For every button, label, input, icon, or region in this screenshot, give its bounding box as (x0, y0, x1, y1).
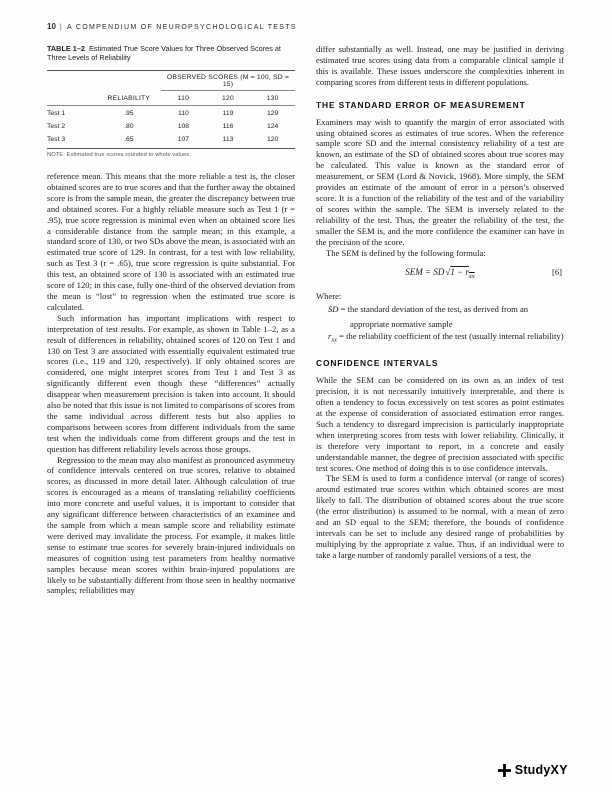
score-cell: 119 (222, 110, 234, 118)
paragraph: While the SEM can be considered on its own as an index of test precision, it is not necessarily intuitively interpretable, and there is often a tendency to focus excessively on test scores as point estimates at the expense of consideration of associated estimation error ranges. Such a tendency to disregard imprecision is particularly inappropriate when interpreting scores from tests with lower reliability. Clinically, it is therefore very important to report, in a concrete and easily understandable manner, the degree of precision associated with specific test scores. One method of doing this is to use confidence intervals. (316, 375, 564, 473)
paragraph: The SEM is used to form a confidence interval (or range of scores) around estimated true scores within which obtained scores are most likely to fall. The distribution of obtained scores about the true score (the error distribution) is assumed to be normal, with a mean of zero and an SD equal to the SEM; therefore, the bounds of confidence intervals can be set to include any desired range of probabilities by multiplying by the appropriate z value. Thus, if an individual were to take a large number of randomly parallel versions of a test, the (316, 473, 564, 560)
score-cell: 107 (177, 135, 190, 143)
two-column-layout (47, 44, 565, 596)
running-head-title: A COMPENDIUM OF NEUROPSYCHOLOGICAL TESTS (67, 24, 297, 31)
test-name-cell: Test 3 (47, 135, 66, 143)
section-heading-confidence-intervals: CONFIDENCE INTERVALS (316, 358, 439, 369)
running-head-separator: | (59, 24, 64, 31)
definition-symbol: r (328, 331, 332, 342)
studyxy-logo (498, 763, 568, 777)
reliability-header: RELIABILITY (97, 91, 161, 106)
reliability-cell: .80 (124, 122, 134, 130)
spanner-spacer-cell (47, 70, 161, 91)
formula-subscript: xx (468, 273, 475, 281)
formula-radicand: $1 - r_{xx}$ (450, 267, 475, 281)
formula-expression (405, 267, 475, 281)
running-head (47, 22, 565, 31)
formula-definition (316, 304, 564, 330)
test-name-cell: Test 2 (47, 122, 66, 130)
paragraph: Regression to the mean may also manifest as pronounced asymmetry of confidence intervals centered on true scores, relative to obtained scores, as discussed in more detail later. Although calculation of true scores is encouraged as a means of translating reliability coefficients into more concrete and useful values, it is important to consider that any significant difference between characteristics of an examinee and the sample from which a mean sample score and reliability estimate were derived may invalidate the process. For example, it makes little sense to estimate true scores for severely brain-injured individuals on measures of cognition using test parameters from healthy normative samples because mean scores within brain-injured populations are likely to be substantially different from those seen in healthy normative samples; reliabilities may (47, 454, 295, 596)
definition-text: = the reliability coefficient of the test (usually internal reliability) (339, 331, 564, 342)
observed-scores-spanner-row (47, 70, 295, 91)
table-caption (47, 44, 295, 63)
score-cell: 129 (266, 110, 279, 118)
score-column-header-130: 130 (250, 91, 295, 106)
formula-intro: The SEM is defined by the following formula: (326, 247, 486, 258)
score-cell: 116 (222, 122, 234, 130)
brand-suffix: XY (550, 763, 568, 777)
reliability-cell: .95 (124, 110, 134, 118)
page-number: 10 (47, 22, 56, 31)
left-column (47, 44, 295, 596)
score-cell: 124 (266, 122, 279, 130)
column-header-row (47, 91, 295, 106)
paragraph: differ substantially as well. Instead, one may be justified in deriving estimated true scores using data from a comparable clinical sample if this is available. These issues underscore the complexities inherent in comparing scores from different tests in different populations. (316, 44, 564, 87)
table-row (47, 105, 295, 120)
section-heading-standard-error: THE STANDARD ERROR OF MEASUREMENT (316, 99, 526, 110)
table-1-2 (47, 44, 295, 158)
score-column-header-110: 110 (161, 91, 206, 106)
score-cell: 110 (177, 110, 189, 118)
score-cell: 108 (177, 122, 190, 130)
table-row (47, 133, 295, 148)
plus-icon (498, 764, 511, 777)
test-name-header-cell (47, 91, 97, 106)
right-column (316, 44, 564, 596)
formula-definition (316, 331, 564, 346)
paragraph: reference mean. This means that the more reliable a test is, the closer obtained scores are to true scores and that the further away the obtained score is from the sample mean, the greater the discrepancy between true and obtained scores. For a highly reliable measure such as Test 1 (r = .95), true score regression is minimal even when an obtained score lies a considerable distance from the sample mean; in this example, a standard score of 130, or two SDs above the mean, is associated with an estimated true score of 129. In contrast, for a test with low reliability, such as Test 3 (r = .65), true score regression is quite substantial. For this test, an obtained score of 130 is associated with an estimated true score of 120; in this case, fully one-third of the observed deviation from the mean is “lost” to regression when the estimated true score is calculated. (47, 171, 295, 312)
square-root-symbol: √ (445, 267, 451, 278)
brand-text (515, 763, 568, 777)
definition-symbol: SD (328, 304, 339, 315)
table-title: Estimated True Score Values for Three Observed Scores at Three Levels of Reliability (47, 44, 281, 63)
reliability-cell: .65 (124, 135, 134, 143)
table-label: TABLE 1–2 (47, 44, 85, 53)
definition-text: = the standard deviation of the test, as derived from an appropriate normative sample (340, 304, 529, 330)
where-label: Where: (316, 291, 342, 302)
sem-formula (316, 266, 564, 283)
true-score-table (47, 70, 295, 149)
paragraph: Such information has important implications with respect to interpretation of test results. For example, as shown in Table 1–2, as a result of differences in reliability, obtained scores of 120 on Test 1 and 130 on Test 3 are associated with essentially equivalent estimated true scores (i.e., 119 and 120, respectively). If only obtained scores are considered, one might interpret scores from Test 1 and Test 3 as significantly different even though these “differences” actually disappear when measurement precision is taken into account. It should also be noted that this issue is not limited to comparisons of scores from the same individual across different tests but also applies to comparisons between scores from different individuals from the same test when the individuals come from different groups and the test in question has different reliability levels across those groups. (47, 312, 295, 454)
test-name-cell: Test 1 (47, 110, 66, 118)
formula-lhs: SEM = SD (405, 267, 445, 278)
score-column-header-120: 120 (206, 91, 251, 106)
paragraph: Examiners may wish to quantify the margin of error associated with using obtained scores as estimates of true scores. When the reference sample score SD and the internal consistency reliability of a test are known, an estimate of the SD of obtained scores about true scores may be calculated. This value is known as the standard error of measurement, or SEM (Lord & Novick, 1968). More simply, the SEM provides an estimate of the amount of error in a person’s observed score. It is a function of the reliability of the test and of the variability of scores within the sample. The SEM is inversely related to the reliability of the test. Thus, the greater the reliability of the test, the smaller the SEM is, and the more confidence the examiner can have in the precision of the score. (316, 116, 564, 247)
definition-subscript: xx (331, 336, 337, 344)
table-note: NOTE: Estimated true scores rounded to whole values. (47, 152, 191, 158)
brand-prefix: Study (514, 763, 551, 777)
observed-scores-header: OBSERVED SCORES (M = 100, SD = 15) (161, 70, 295, 91)
score-cell: 113 (222, 135, 234, 143)
equation-number: [6] (551, 267, 562, 278)
table-row (47, 120, 295, 133)
score-cell: 120 (266, 135, 279, 143)
